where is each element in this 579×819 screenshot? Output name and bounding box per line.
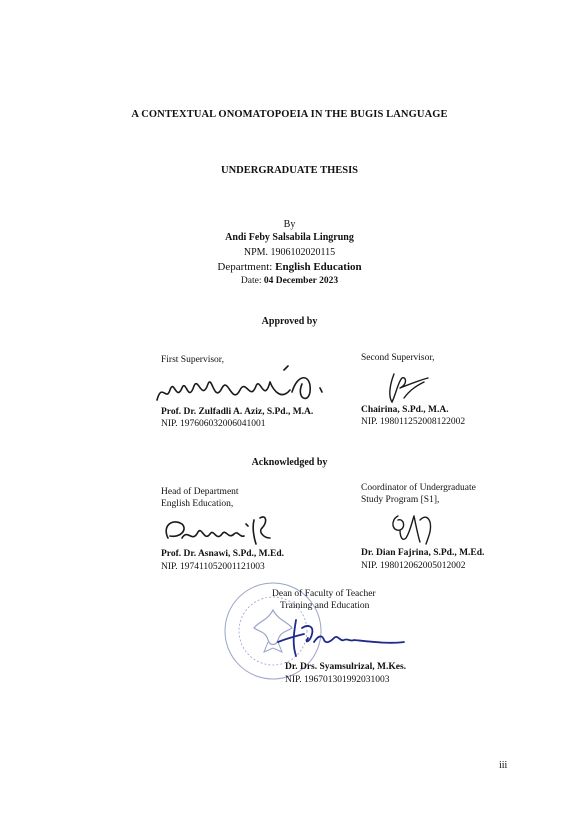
first-supervisor-nip: NIP. 197606032006041001	[161, 419, 266, 429]
department-label: Department:	[217, 261, 273, 273]
head-of-department-signature	[158, 508, 278, 552]
dean-nip: NIP. 196701301992031003	[285, 675, 390, 685]
second-supervisor-role: Second Supervisor,	[361, 353, 435, 363]
by-label: By	[283, 219, 296, 230]
head-of-department-name: Prof. Dr. Asnawi, S.Pd., M.Ed.	[161, 549, 284, 559]
head-of-department-role-line1: Head of Department	[161, 487, 239, 497]
second-supervisor-signature	[380, 368, 440, 408]
date-value: 04 December 2023	[263, 276, 339, 286]
second-supervisor-name: Chairina, S.Pd., M.A.	[361, 405, 449, 415]
date-label: Date:	[240, 276, 262, 286]
first-supervisor-signature	[152, 362, 352, 412]
head-of-department-nip: NIP. 197411052001121003	[161, 562, 265, 572]
acknowledged-by-heading: Acknowledged by	[251, 457, 328, 468]
dean-role-line2: Training and Education	[280, 601, 370, 611]
page-number: iii	[499, 760, 508, 771]
coordinator-name: Dr. Dian Fajrina, S.Pd., M.Ed.	[361, 548, 485, 558]
second-supervisor-nip: NIP. 198011252008122002	[361, 417, 466, 427]
dean-role-line1: Dean of Faculty of Teacher	[272, 589, 376, 599]
first-supervisor-name: Prof. Dr. Zulfadli A. Aziz, S.Pd., M.A.	[161, 407, 314, 417]
thesis-type: UNDERGRADUATE THESIS	[220, 165, 359, 176]
head-of-department-role-line2: English Education,	[161, 499, 234, 509]
coordinator-signature	[384, 502, 444, 548]
dean-name: Dr. Drs. Syamsulrizal, M.Kes.	[285, 662, 407, 672]
approved-by-heading: Approved by	[261, 316, 318, 327]
author-name: Andi Feby Salsabila Lingrung	[225, 232, 354, 243]
date-line	[0, 276, 579, 286]
dean-signature	[274, 612, 408, 662]
coordinator-role-line1: Coordinator of Undergraduate	[361, 483, 476, 493]
first-supervisor-role: First Supervisor,	[161, 355, 224, 365]
department-value: English Education	[275, 261, 362, 273]
author-npm: NPM. 1906102020115	[243, 247, 336, 258]
department-line	[0, 261, 579, 273]
coordinator-nip: NIP. 198012062005012002	[361, 561, 466, 571]
coordinator-role-line2: Study Program [S1],	[361, 495, 440, 505]
thesis-title: A CONTEXTUAL ONOMATOPOEIA IN THE BUGIS LANGUAGE	[131, 109, 448, 120]
